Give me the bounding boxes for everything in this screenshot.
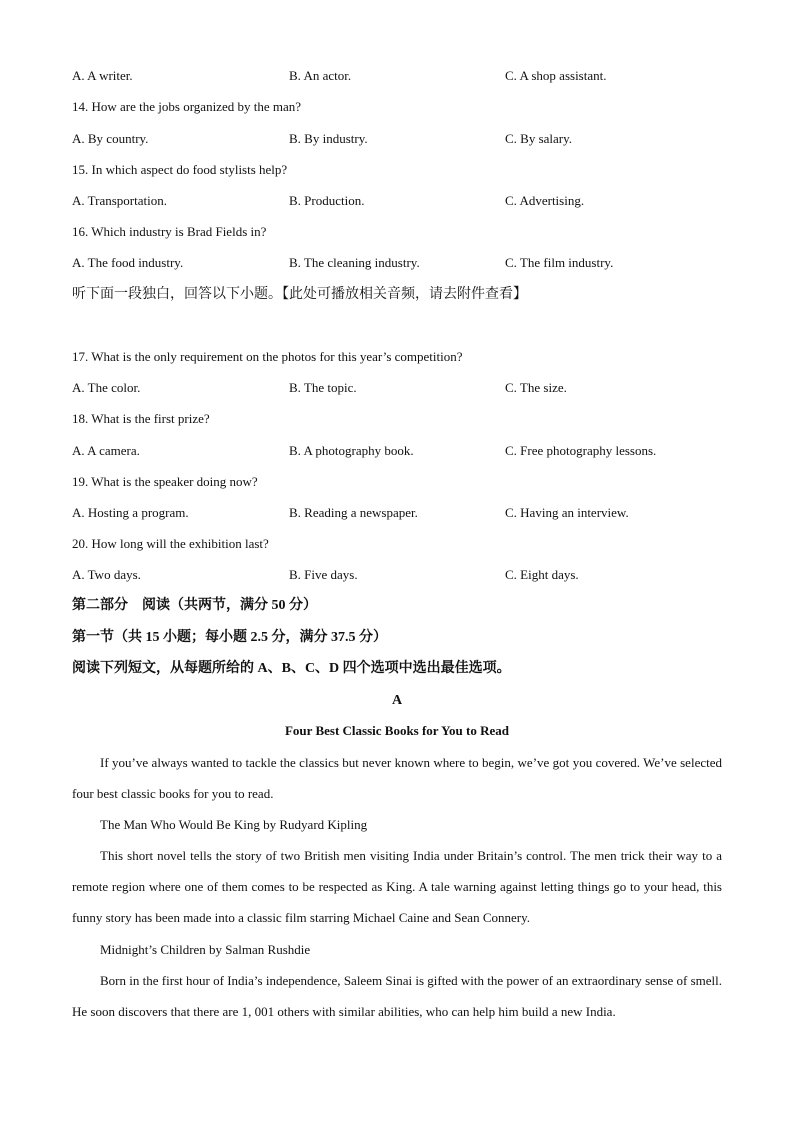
q18-options (0, 443, 794, 459)
q14-option-c: C. By salary. (505, 131, 573, 146)
q20-option-a: A. Two days. (72, 567, 141, 582)
passage-letter: A (391, 693, 403, 708)
q19-option-a: A. Hosting a program. (72, 505, 189, 520)
q18-option-b: B. A photography book. (289, 443, 414, 458)
q18-option-a: A. A camera. (72, 443, 140, 458)
q20-option-c: C. Eight days. (505, 567, 579, 582)
q14-option-a: A. By country. (72, 131, 149, 146)
q17-question: 17. What is the only requirement on the photos for this year’s competition? (72, 349, 463, 364)
q13-options (0, 68, 794, 84)
q20-option-b: B. Five days. (289, 567, 358, 582)
q13-option-a: A. A writer. (72, 68, 133, 83)
q16-option-c: C. The film industry. (505, 255, 614, 270)
q15-option-a: A. Transportation. (72, 193, 167, 208)
listening-instruction: 听下面一段独白，回答以下小题。【此处可播放相关音频，请去附件查看】 (72, 287, 527, 302)
q19-options (0, 505, 794, 521)
q14-options (0, 131, 794, 147)
q13-option-c: C. A shop assistant. (505, 68, 607, 83)
q19-option-b: B. Reading a newspaper. (289, 505, 418, 520)
q16-question: 16. Which industry is Brad Fields in? (72, 224, 267, 239)
reading-instruction: 阅读下列短文，从每题所给的 A、B、C、D 四个选项中选出最佳选项。 (72, 661, 511, 676)
q15-question: 15. In which aspect do food stylists help? (72, 162, 288, 177)
q19-question: 19. What is the speaker doing now? (72, 474, 258, 489)
q15-option-c: C. Advertising. (505, 193, 585, 208)
q17-option-c: C. The size. (505, 380, 567, 395)
book2-title: Midnight’s Children by Salman Rushdie (100, 942, 311, 957)
q16-option-a: A. The food industry. (72, 255, 184, 270)
section1-heading: 第一节（共 15 小题；每小题 2.5 分，满分 37.5 分） (72, 630, 387, 645)
q18-option-c: C. Free photography lessons. (505, 443, 657, 458)
q14-option-b: B. By industry. (289, 131, 368, 146)
book1-text: This short novel tells the story of two British men visiting India under Britain’s control. The men trick their way to a remote region where one of them comes to be respected as King. A tale warning against letting things go to your head, this funny story has been made into a classic film starring Michael Caine and Sean Connery. (72, 848, 722, 926)
q14-question: 14. How are the jobs organized by the man? (72, 99, 301, 114)
q15-options (0, 193, 794, 209)
q16-option-b: B. The cleaning industry. (289, 255, 420, 270)
passage-title: Four Best Classic Books for You to Read (284, 723, 510, 738)
q15-option-b: B. Production. (289, 193, 365, 208)
book2-text: Born in the first hour of India’s independence, Saleem Sinai is gifted with the power of an extraordinary sense of smell. He soon discovers that there are 1, 001 others with similar abilities, who can help him build a new India. (72, 973, 722, 1020)
q20-options (0, 567, 794, 583)
q13-option-b: B. An actor. (289, 68, 352, 83)
book1-title: The Man Who Would Be King by Rudyard Kipling (100, 817, 368, 832)
passage-intro: If you’ve always wanted to tackle the classics but never known where to begin, we’ve got you covered. We’ve selected four best classic books for you to read. (72, 755, 722, 802)
q20-question: 20. How long will the exhibition last? (72, 536, 269, 551)
q16-options (0, 255, 794, 271)
q17-option-b: B. The topic. (289, 380, 357, 395)
q18-question: 18. What is the first prize? (72, 411, 210, 426)
part2-heading: 第二部分 阅读（共两节，满分 50 分） (72, 598, 317, 613)
q17-option-a: A. The color. (72, 380, 141, 395)
q17-options (0, 380, 794, 396)
q19-option-c: C. Having an interview. (505, 505, 629, 520)
